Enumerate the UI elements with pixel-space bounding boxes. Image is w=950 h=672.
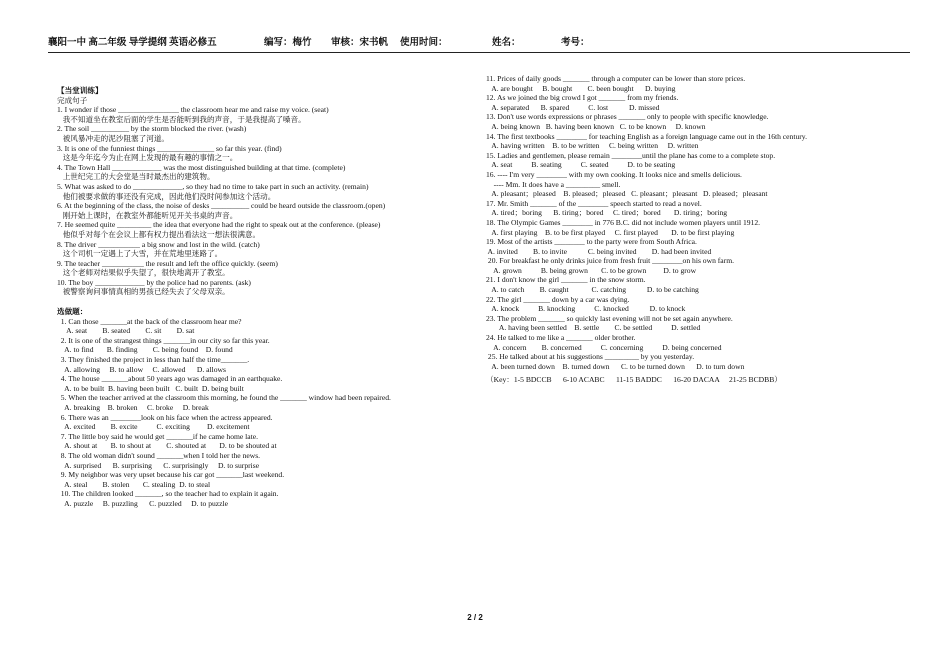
right-line: 19. Most of the artists ________ to the party were from South Africa. [486,237,697,247]
header-use-time: 使用时间： [400,38,448,48]
right-line: 23. The problem _______ so quickly last evening will not be set again anywhere. [486,313,733,323]
right-line: A. pleasant；pleased B. pleased；pleased C. pleasant；pleasant D. pleased；pleasant [486,189,768,199]
left-line: A. seat B. seated C. sit D. sat [57,326,195,336]
right-line: 20. For breakfast he only drinks juice from fresh fruit ________on his own farm. [486,256,735,266]
right-line: 15. Ladies and gentlemen, please remain ________until the plane has come to a complete stop. [486,150,776,160]
left-line: 上世纪完工的大会堂是当时最杰出的建筑物。 [57,172,215,182]
right-line: A. first playing B. to be first played C. first played D. to be first playing [486,227,735,237]
left-line: 2. It is one of the strangest things _______in our city so far this year. [57,335,270,345]
left-line: 10. The boy _____________ by the police had no parents. (ask) [57,277,251,287]
right-line: A. having written B. to be written C. being written D. written [486,141,699,151]
left-line: A. puzzle B. puzzling C. puzzled D. to puzzle [57,498,229,508]
header-reviewer: 审核：宋书帆 [331,38,389,48]
left-line: 被警察询问事情真相的男孩已经失去了父母双亲。 [57,287,230,297]
header-name: 姓名： [492,38,521,48]
left-line: 刚开始上课时，在教室外都能听见开关书桌的声音。 [57,210,238,220]
left-line: 7. The little boy said he would get _______if he came home late. [57,431,259,441]
right-column [486,74,906,385]
right-line: 14. The first textbooks ________ for teaching English as a foreign language came out in the 16th century. [486,131,807,141]
left-line: 6. At the beginning of the class, the noise of desks __________ could be heard outside the classroom.(open) [57,201,386,211]
left-line: 8. The old woman didn't sound _______when I told her the news. [57,450,261,460]
right-line: A. invited B. to invite C. being invited D. had been invited [486,246,712,256]
header-number: 考号： [561,38,590,48]
left-column [57,86,457,509]
left-line: 他似乎对每个在会议上都有权力提出看法这一想法很满意。 [57,229,261,239]
right-line: 18. The Olympic Games ________ in 776 B.C. did not include women players until 1912. [486,217,761,227]
left-line: A. allowing B. to allow C. allowed D. allows [57,364,226,374]
left-line: 我不知道坐在教室后面的学生是否能听到我的声音，于是我提高了嗓音。 [57,114,306,124]
left-line: 10. The children looked _______, so the teacher had to explain it again. [57,489,279,499]
header-rule [48,52,910,53]
right-line: 21. I don't know the girl _______ in the snow storm. [486,275,646,285]
left-line: 选做题： [57,307,88,317]
left-line [57,297,457,307]
right-line: A. grown B. being grown C. to be grown D. to grow [486,265,697,275]
right-line: 12. As we joined the big crowd I got _______ from my friends. [486,93,679,103]
right-line: A. been turned down B. turned down C. to be turned down D. to turn down [486,361,745,371]
right-line: A. are bought B. bought C. been bought D. buying [486,83,676,93]
left-line: 9. My neighbor was very upset because his car got _______last weekend. [57,470,285,480]
left-line: 5. When the teacher arrived at the classroom this morning, he found the _______ window had been repaired. [57,393,391,403]
left-line: 1. Can those _______at the back of the classroom hear me? [57,316,242,326]
right-line: 11. Prices of daily goods _______ through a computer can be lower than store prices. [486,74,746,83]
left-line: 7. He seemed quite _________ the idea that everyone had the right to speak out at the conference. (please) [57,220,381,230]
left-line: 9. The teacher ___________ the result and left the office quickly. (seem) [57,258,278,268]
left-line: 3. It is one of the funniest things _______________ so far this year. (find) [57,143,282,153]
right-line: 16. ---- I'm very ________ with my own cooking. It looks nice and smells delicious. [486,169,742,179]
document-header [48,34,910,48]
left-line: A. to be built B. having been built C. built D. being built [57,383,244,393]
right-line: 17. Mr. Smith _______ of the ________ speech started to read a novel. [486,198,702,208]
left-line: 2. The soil __________ by the storm blocked the river. (wash) [57,124,247,134]
right-line: ---- Mm. It does have a _________ smell. [486,179,621,189]
left-line: A. shout at B. to shout at C. shouted at D. to be shouted at [57,441,277,451]
left-line: 4. The Town Hall _____________ was the most distinguished building at that time. (complete) [57,162,346,172]
left-line: 4. The house _______about 50 years ago was damaged in an earthquake. [57,374,283,384]
right-line: 13. Don't use words expressions or phrases _______ only to people with specific knowledge. [486,112,769,122]
right-line: A. tired；boring B. tiring；bored C. tired；bored D. tiring；boring [486,208,728,218]
left-line: 5. What was asked to do _____________, so they had no time to take part in such an activity. (remain) [57,181,369,191]
page-number: 2 / 2 [467,613,483,622]
left-line: A. steal B. stolen C. stealing D. to steal [57,479,211,489]
left-line: 这个老师对结果似乎失望了，很快地离开了教室。 [57,268,230,278]
left-line: 完成句子 [57,95,88,105]
right-line: A. separated B. spared C. lost D. missed [486,102,660,112]
left-line: A. surprised B. surprising C. surprisingly D. to surprise [57,460,260,470]
right-line: A. concern B. concerned C. concerning D. being concerned [486,342,722,352]
left-line: 这是今年迄今为止在网上发现的最有趣的事情之一。 [57,153,238,163]
right-line: A. to catch B. caught C. catching D. to be catching [486,285,699,295]
left-line: A. breaking B. broken C. broke D. break [57,403,209,412]
left-line: A. excited B. excite C. exciting D. excitement [57,422,250,432]
left-line: 1. I wonder if those ________________ the classroom hear me and raise my voice. (seat) [57,105,329,115]
left-line: 8. The driver ___________ a big snow and lost in the wild. (catch) [57,239,260,249]
header-school: 襄阳一中 高二年级 导学提纲 英语必修五 [48,38,217,48]
header-editor: 编写：梅竹 [264,38,312,48]
left-line: A. to find B. finding C. being found D. found [57,345,233,355]
left-line: 【当堂训练】 [57,86,103,95]
right-line: A. being known B. having been known C. to be known D. known [486,121,706,131]
right-line: 25. He talked about at his suggestions _________ by you yesterday. [486,352,695,362]
right-line: 22. The girl _______ down by a car was dying. [486,294,630,304]
right-line: （Key：1-5 BDCCB 6-10 ACABC 11-15 BADDC 16-20 DACAA 21-25 BCDBB） [486,375,782,385]
right-line: 24. He talked to me like a _______ older brother. [486,333,636,343]
left-line: 他们被要求做的事还没有完成，因此他们没时间参加这个活动。 [57,191,276,201]
left-line: 3. They finished the project in less than half the time_______. [57,355,250,365]
right-line: A. having been settled B. settle C. be settled D. settled [486,323,701,333]
left-line: 6. There was an ________look on his face when the actress appeared. [57,412,273,422]
right-line: A. seat B. seating C. seated D. to be seating [486,160,676,170]
right-line: A. knock B. knocking C. knocked D. to knock [486,304,686,314]
left-line: 这个司机一定遇上了大雪，并在荒地里迷路了。 [57,249,223,259]
left-line: 被风暴冲走的泥沙阻塞了河道。 [57,133,170,143]
